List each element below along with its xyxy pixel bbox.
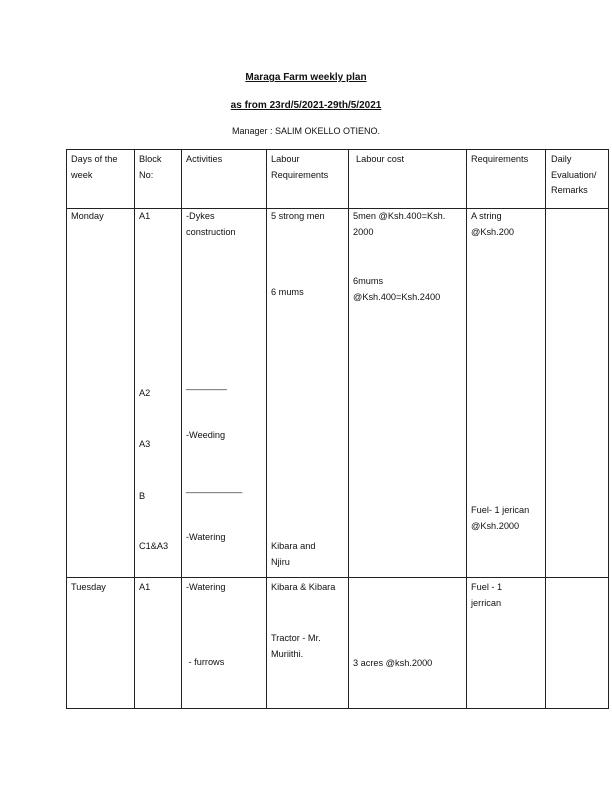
header-requirements: Requirements (471, 154, 529, 164)
monday-req-fuel: Fuel- 1 jerican @Ksh.2000 (471, 505, 530, 531)
header-remarks: Daily Evaluation/ Remarks (551, 154, 597, 195)
header-block: Block No: (139, 154, 162, 180)
monday-activity-watering: -Watering (186, 532, 226, 542)
monday-activity-dash-1: ________ (186, 380, 227, 390)
tuesday-block-a1: A1 (139, 582, 151, 592)
header-days: Days of the week (71, 154, 118, 180)
monday-labour-men: 5 strong men (271, 211, 325, 221)
tuesday-activity-furrows: - furrows (186, 657, 225, 667)
monday-cost-men: 5men @Ksh.400=Ksh. 2000 (353, 211, 446, 237)
tuesday-activity-watering: -Watering (186, 582, 226, 592)
tuesday-labour-tractor: Tractor - Mr. Muriithi. (271, 633, 321, 659)
tuesday-labour-kibara: Kibara & Kibara (271, 582, 336, 592)
header-labour-cost: Labour cost (356, 154, 405, 164)
header-labour-requirements: Labour Requirements (271, 154, 329, 180)
tuesday-day: Tuesday (71, 582, 106, 592)
tuesday-cost: 3 acres @ksh.2000 (353, 658, 433, 668)
title-line-2: as from 23rd/5/2021-29th/5/2021 (230, 100, 382, 111)
monday-day: Monday (71, 211, 104, 221)
manager-line: Manager : SALIM OKELLO OTIENO. (231, 126, 381, 136)
monday-block-a2: A2 (139, 388, 151, 398)
monday-activity-dash-2: ___________ (186, 483, 243, 493)
monday-block-b: B (139, 491, 146, 501)
monday-req-string: A string @Ksh.200 (471, 211, 515, 237)
title-line-1: Maraga Farm weekly plan (245, 72, 367, 83)
monday-activity-dykes: -Dykes construction (186, 211, 236, 237)
header-activities: Activities (186, 154, 223, 164)
tuesday-req-fuel: Fuel - 1 jerrican (471, 582, 503, 608)
monday-block-c1a3: C1&A3 (139, 541, 169, 551)
monday-cost-mums: 6mums @Ksh.400=Ksh.2400 (353, 276, 441, 302)
monday-labour-mums: 6 mums (271, 287, 304, 297)
monday-block-a3: A3 (139, 439, 151, 449)
monday-labour-kibara: Kibara and Njiru (271, 541, 316, 567)
monday-activity-weeding: -Weeding (186, 430, 226, 440)
monday-block-a1: A1 (139, 211, 151, 221)
